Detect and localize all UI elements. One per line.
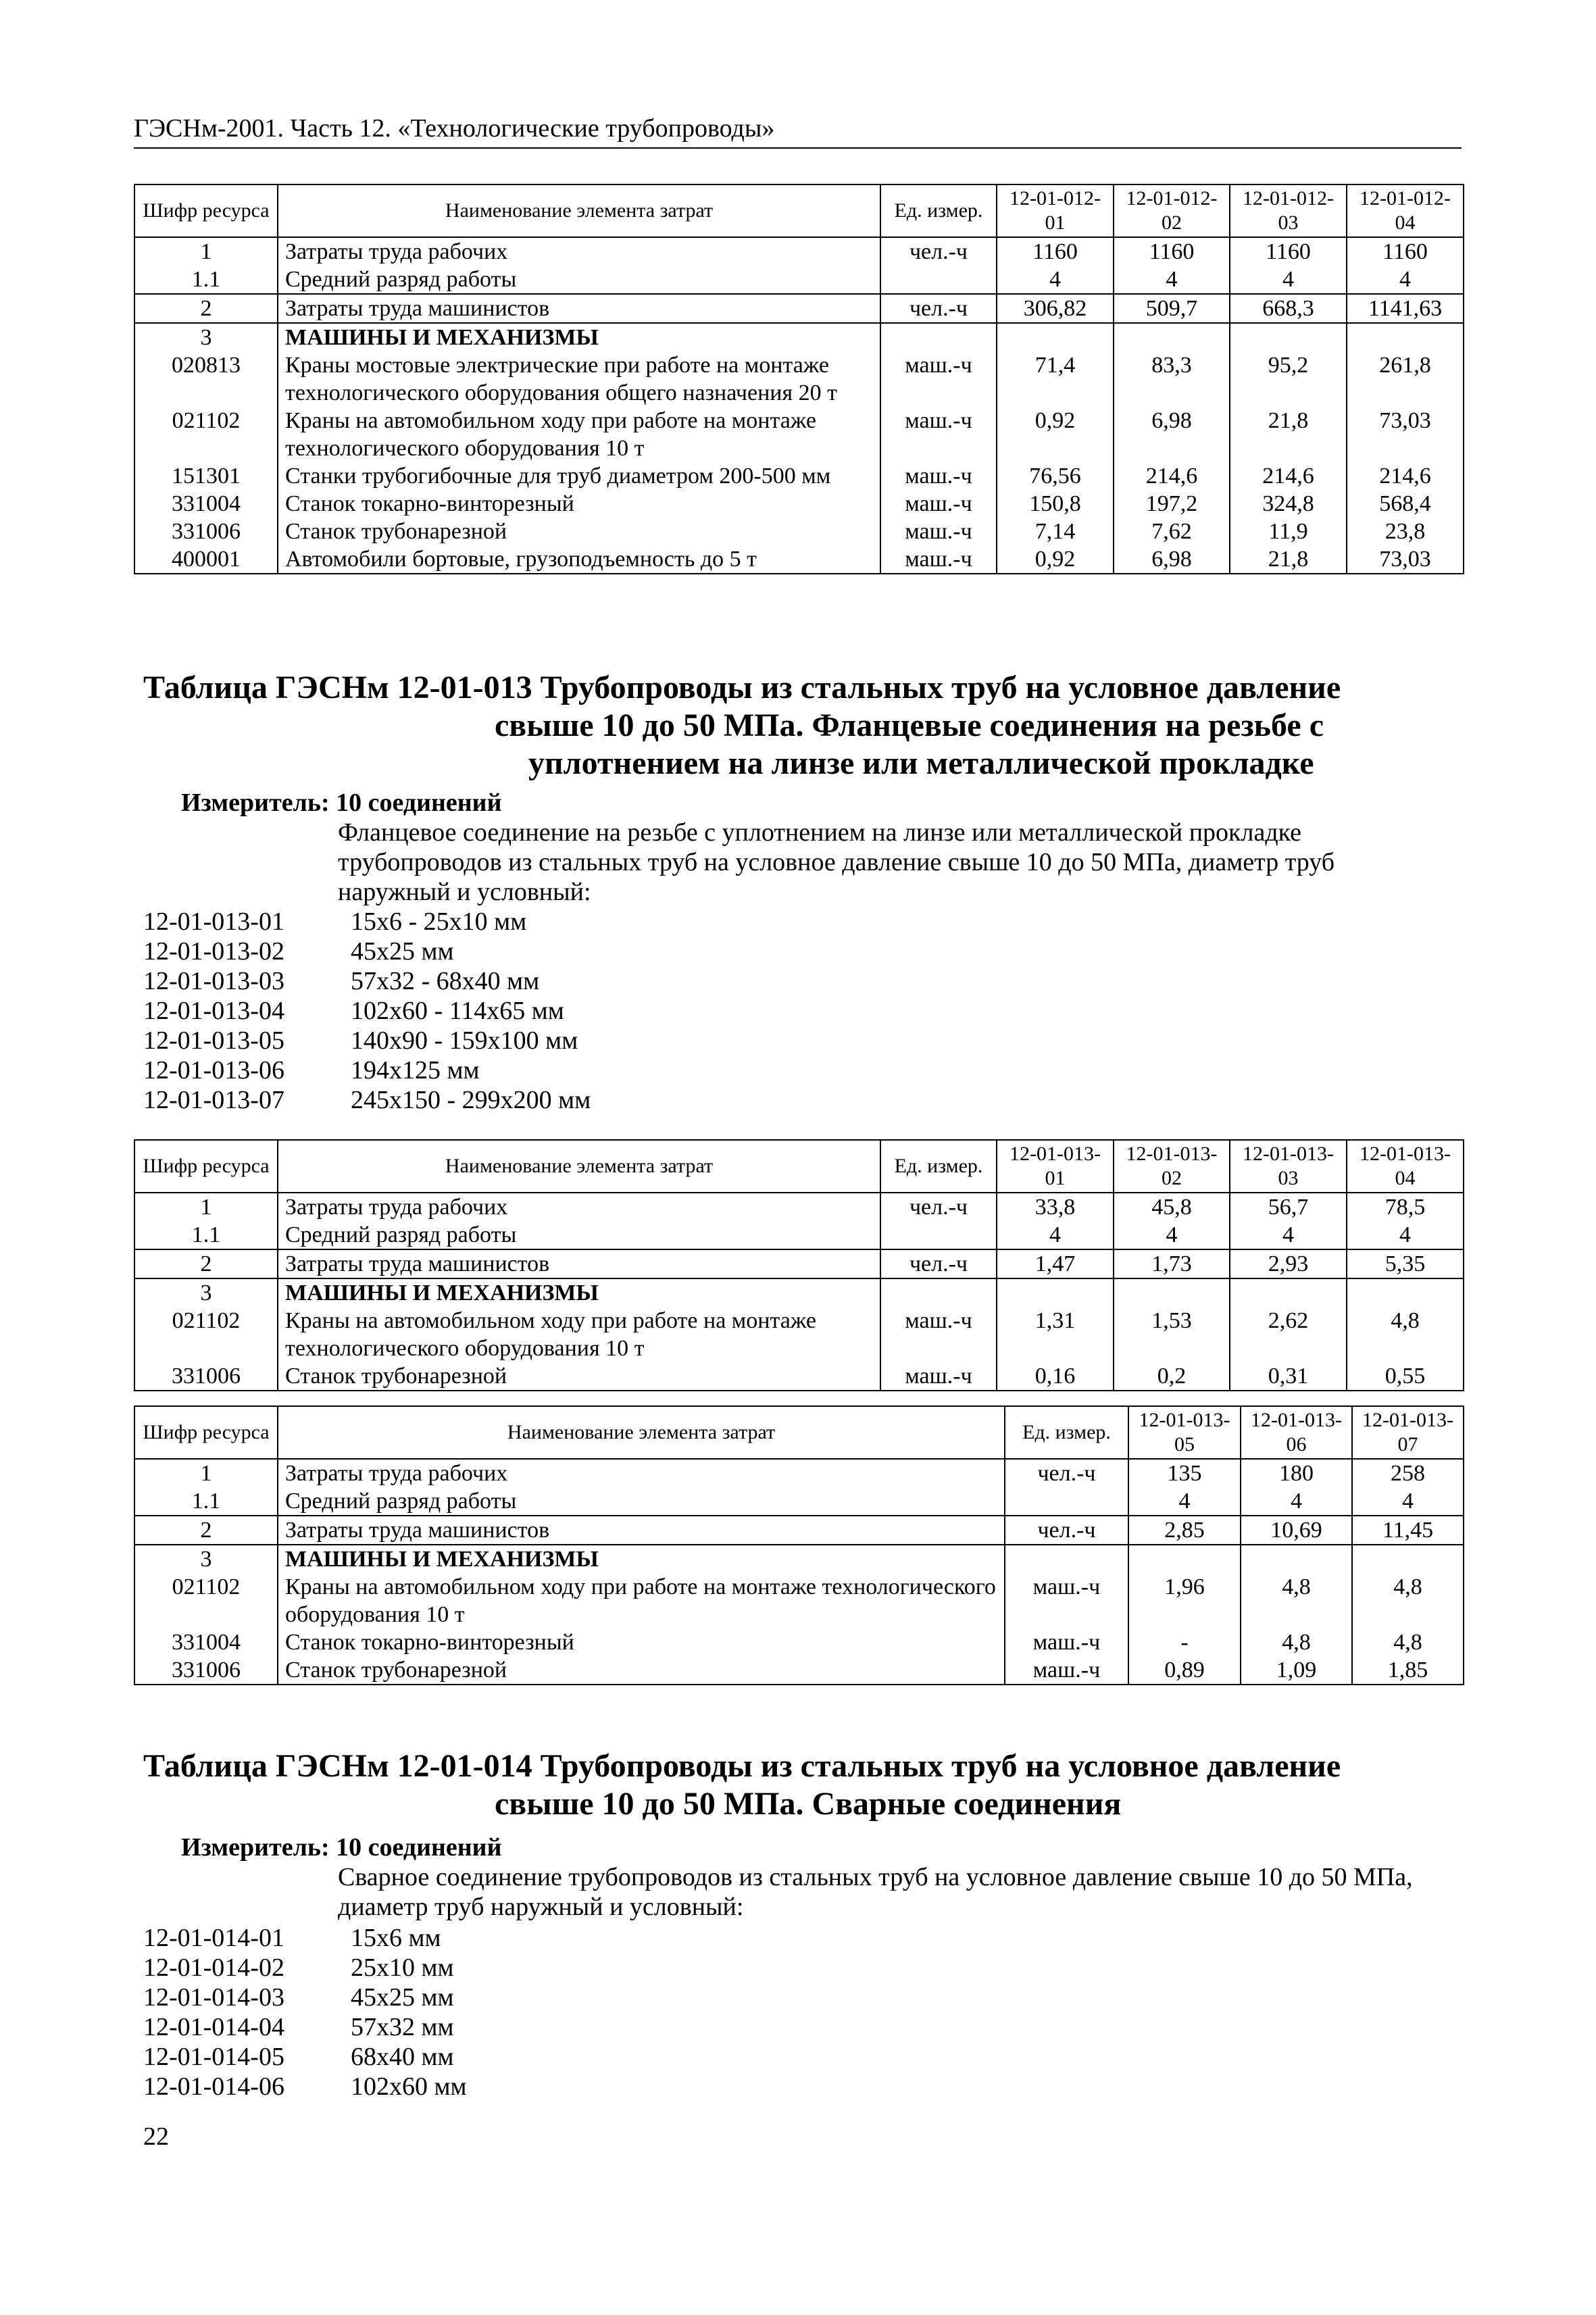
- value-cell: [997, 323, 1114, 351]
- unit-cell: чел.-ч: [880, 1249, 997, 1278]
- list-item: [143, 937, 591, 966]
- header-rate-code: 12-01-013-05: [1128, 1406, 1241, 1459]
- header-rate-code: 12-01-012-01: [997, 184, 1114, 237]
- resource-code: 021102: [134, 407, 278, 462]
- value-cell: 1160: [997, 237, 1114, 266]
- item-code: 12-01-013-04: [143, 997, 284, 1025]
- table-row: [134, 1459, 1464, 1487]
- value-cell: 0,2: [1114, 1362, 1230, 1391]
- unit-cell: маш.-ч: [1005, 1573, 1128, 1628]
- cost-element-name: МАШИНЫ И МЕХАНИЗМЫ: [278, 323, 880, 351]
- list-item: [143, 1055, 591, 1085]
- value-cell: 4: [997, 1221, 1114, 1249]
- value-cell: 258: [1352, 1459, 1464, 1487]
- cost-element-name: Станок трубонарезной: [278, 1656, 1005, 1685]
- value-cell: 4: [1347, 1221, 1464, 1249]
- value-cell: 1160: [1230, 237, 1347, 266]
- header-unit: Ед. измер.: [880, 1140, 997, 1193]
- value-cell: 4: [1230, 266, 1347, 294]
- table-row: [134, 462, 1464, 490]
- unit-cell: маш.-ч: [880, 545, 997, 574]
- unit-cell: [880, 1278, 997, 1307]
- unit-cell: маш.-ч: [880, 518, 997, 545]
- value-cell: 0,16: [997, 1362, 1114, 1391]
- value-cell: 6,98: [1114, 545, 1230, 574]
- item-size: 15х6 - 25х10 мм: [351, 907, 527, 936]
- item-size: 245х150 - 299х200 мм: [351, 1086, 591, 1114]
- meter-013: Измеритель: 10 соединений: [181, 789, 502, 817]
- value-cell: 4,8: [1241, 1628, 1352, 1656]
- cost-element-name: МАШИНЫ И МЕХАНИЗМЫ: [278, 1278, 880, 1307]
- cost-element-name: Станок трубонарезной: [278, 518, 880, 545]
- table-row: [134, 1221, 1464, 1249]
- value-cell: 4,8: [1347, 1307, 1464, 1362]
- table-row: [134, 518, 1464, 545]
- table-row: [134, 1656, 1464, 1685]
- value-cell: 180: [1241, 1459, 1352, 1487]
- header-rate-code: 12-01-013-07: [1352, 1406, 1464, 1459]
- resource-code: 2: [134, 1249, 278, 1278]
- resource-code: 400001: [134, 545, 278, 574]
- value-cell: 2,62: [1230, 1307, 1347, 1362]
- item-code: 12-01-014-01: [143, 1924, 284, 1952]
- header-name: Наименование элемента затрат: [278, 184, 880, 237]
- unit-cell: чел.-ч: [1005, 1459, 1128, 1487]
- cost-element-name: Станок токарно-винторезный: [278, 1628, 1005, 1656]
- table-row: [134, 1278, 1464, 1307]
- item-size: 57х32 - 68х40 мм: [351, 967, 540, 995]
- value-cell: 71,4: [997, 351, 1114, 407]
- unit-cell: маш.-ч: [880, 407, 997, 462]
- value-cell: 4,8: [1352, 1573, 1464, 1628]
- value-cell: [1114, 323, 1230, 351]
- table-row: [134, 266, 1464, 294]
- list-item: [143, 2072, 467, 2101]
- value-cell: 4,8: [1352, 1628, 1464, 1656]
- header-row: [134, 184, 1464, 237]
- value-cell: 1,53: [1114, 1307, 1230, 1362]
- value-cell: 1,09: [1241, 1656, 1352, 1685]
- resource-code: 2: [134, 294, 278, 323]
- item-code: 12-01-013-02: [143, 937, 284, 966]
- table-row: [134, 351, 1464, 407]
- resource-code: 331004: [134, 490, 278, 518]
- cost-element-name: Краны мостовые электрические при работе на монтаже технологического оборудования общего назначения 20 т: [278, 351, 880, 407]
- value-cell: 4: [1352, 1487, 1464, 1516]
- resource-code: 2: [134, 1516, 278, 1545]
- header-rate-code: 12-01-012-03: [1230, 184, 1347, 237]
- value-cell: 5,35: [1347, 1249, 1464, 1278]
- value-cell: [1347, 1278, 1464, 1307]
- title-line: Таблица ГЭСНм 12-01-014 Трубопроводы из стальных труб на условное давление: [143, 1748, 1341, 1784]
- value-cell: 10,69: [1241, 1516, 1352, 1545]
- item-code: 12-01-014-05: [143, 2043, 284, 2071]
- value-cell: 73,03: [1347, 545, 1464, 574]
- value-cell: 21,8: [1230, 545, 1347, 574]
- value-cell: 4,8: [1241, 1573, 1352, 1628]
- cost-element-name: Станки трубогибочные для труб диаметром 200-500 мм: [278, 462, 880, 490]
- table-title-014: [143, 1747, 1387, 1823]
- item-code: 12-01-013-05: [143, 1026, 284, 1055]
- item-code: 12-01-014-02: [143, 1953, 284, 1982]
- table-row: [134, 407, 1464, 462]
- item-size: 45х25 мм: [351, 1983, 454, 2012]
- cost-element-name: Затраты труда рабочих: [278, 1459, 1005, 1487]
- resource-code: 1: [134, 1193, 278, 1221]
- unit-cell: маш.-ч: [880, 1307, 997, 1362]
- resource-code: 1.1: [134, 1487, 278, 1516]
- header-code: Шифр ресурса: [134, 184, 278, 237]
- item-size: 45х25 мм: [351, 937, 454, 966]
- item-size: 25х10 мм: [351, 1953, 454, 1982]
- cost-table-013-a: [134, 1139, 1464, 1391]
- value-cell: 78,5: [1347, 1193, 1464, 1221]
- value-cell: 6,98: [1114, 407, 1230, 462]
- table-row: [134, 545, 1464, 574]
- header-row: [134, 1406, 1464, 1459]
- cost-element-name: Затраты труда рабочих: [278, 1193, 880, 1221]
- cost-element-name: Затраты труда машинистов: [278, 1516, 1005, 1545]
- unit-cell: маш.-ч: [880, 462, 997, 490]
- table-row: [134, 1573, 1464, 1628]
- table-row: [134, 1249, 1464, 1278]
- table-row: [134, 1545, 1464, 1573]
- value-cell: 1160: [1347, 237, 1464, 266]
- value-cell: 73,03: [1347, 407, 1464, 462]
- value-cell: -: [1128, 1628, 1241, 1656]
- table-row: [134, 294, 1464, 323]
- value-cell: 0,92: [997, 407, 1114, 462]
- cost-element-name: Средний разряд работы: [278, 1221, 880, 1249]
- unit-cell: маш.-ч: [1005, 1656, 1128, 1685]
- list-item: [143, 1085, 591, 1115]
- resource-code: 1: [134, 237, 278, 266]
- item-size: 57х32 мм: [351, 2013, 454, 2041]
- value-cell: 197,2: [1114, 490, 1230, 518]
- cost-element-name: Станок токарно-винторезный: [278, 490, 880, 518]
- list-item: [143, 2012, 467, 2042]
- list-item: [143, 966, 591, 996]
- resource-code: 3: [134, 323, 278, 351]
- cost-element-name: Краны на автомобильном ходу при работе на монтаже технологического оборудования 10 т: [278, 407, 880, 462]
- list-item: [143, 1923, 467, 1953]
- header-unit: Ед. измер.: [880, 184, 997, 237]
- value-cell: 11,9: [1230, 518, 1347, 545]
- value-cell: 1,85: [1352, 1656, 1464, 1685]
- item-code: 12-01-013-07: [143, 1086, 284, 1114]
- value-cell: [1347, 323, 1464, 351]
- resource-code: 1.1: [134, 1221, 278, 1249]
- item-size: 102х60 мм: [351, 2072, 467, 2101]
- value-cell: 0,89: [1128, 1656, 1241, 1685]
- page-number: 22: [143, 2122, 169, 2151]
- title-line: уплотнением на линзе или металлической прокладке: [528, 745, 1314, 781]
- value-cell: 7,14: [997, 518, 1114, 545]
- unit-cell: [1005, 1545, 1128, 1573]
- resource-code: 151301: [134, 462, 278, 490]
- header-rate-code: 12-01-013-03: [1230, 1140, 1347, 1193]
- value-cell: 4: [1128, 1487, 1241, 1516]
- unit-cell: маш.-ч: [880, 490, 997, 518]
- unit-cell: маш.-ч: [880, 1362, 997, 1391]
- cost-element-name: Средний разряд работы: [278, 266, 880, 294]
- value-cell: 4: [1114, 1221, 1230, 1249]
- item-code: 12-01-014-04: [143, 2013, 284, 2041]
- unit-cell: маш.-ч: [880, 351, 997, 407]
- value-cell: 1141,63: [1347, 294, 1464, 323]
- cost-element-name: Станок трубонарезной: [278, 1362, 880, 1391]
- table-row: [134, 1628, 1464, 1656]
- unit-cell: маш.-ч: [1005, 1628, 1128, 1656]
- value-cell: 1,73: [1114, 1249, 1230, 1278]
- value-cell: 2,93: [1230, 1249, 1347, 1278]
- header-rate-code: 12-01-013-04: [1347, 1140, 1464, 1193]
- item-size: 15х6 мм: [351, 1924, 441, 1952]
- resource-code: 331004: [134, 1628, 278, 1656]
- title-line: Таблица ГЭСНм 12-01-013 Трубопроводы из стальных труб на условное давление: [143, 670, 1341, 705]
- item-code: 12-01-013-03: [143, 967, 284, 995]
- items-list-013: [143, 907, 591, 1115]
- value-cell: 7,62: [1114, 518, 1230, 545]
- cost-element-name: Краны на автомобильном ходу при работе на монтаже технологического оборудования 10 т: [278, 1573, 1005, 1628]
- item-size: 102х60 - 114х65 мм: [351, 997, 564, 1025]
- table-row: [134, 490, 1464, 518]
- unit-cell: чел.-ч: [880, 294, 997, 323]
- header-row: [134, 1140, 1464, 1193]
- value-cell: 1,47: [997, 1249, 1114, 1278]
- value-cell: 2,85: [1128, 1516, 1241, 1545]
- header-name: Наименование элемента затрат: [278, 1406, 1005, 1459]
- value-cell: 324,8: [1230, 490, 1347, 518]
- value-cell: [1241, 1545, 1352, 1573]
- value-cell: 214,6: [1347, 462, 1464, 490]
- unit-cell: [880, 266, 997, 294]
- page-header: ГЭСНм-2001. Часть 12. «Технологические трубопроводы»: [134, 114, 1462, 149]
- resource-code: 331006: [134, 1362, 278, 1391]
- description-013: Фланцевое соединение на резьбе с уплотнением на линзе или металлической прокладке трубопроводов из стальных труб на условное давление свыше 10 до 50 МПа, диаметр труб наружный и условный:: [338, 818, 1335, 906]
- header-unit: Ед. измер.: [1005, 1406, 1128, 1459]
- resource-code: 331006: [134, 1656, 278, 1685]
- value-cell: 23,8: [1347, 518, 1464, 545]
- cost-element-name: МАШИНЫ И МЕХАНИЗМЫ: [278, 1545, 1005, 1573]
- item-code: 12-01-014-03: [143, 1983, 284, 2012]
- cost-element-name: Затраты труда рабочих: [278, 237, 880, 266]
- value-cell: 0,31: [1230, 1362, 1347, 1391]
- value-cell: 0,55: [1347, 1362, 1464, 1391]
- value-cell: [997, 1278, 1114, 1307]
- value-cell: 4: [1230, 1221, 1347, 1249]
- value-cell: 21,8: [1230, 407, 1347, 462]
- table-row: [134, 1362, 1464, 1391]
- value-cell: [1230, 323, 1347, 351]
- value-cell: 261,8: [1347, 351, 1464, 407]
- list-item: [143, 1983, 467, 2012]
- resource-code: 3: [134, 1545, 278, 1573]
- list-item: [143, 996, 591, 1026]
- value-cell: 11,45: [1352, 1516, 1464, 1545]
- value-cell: 83,3: [1114, 351, 1230, 407]
- header-code: Шифр ресурса: [134, 1406, 278, 1459]
- cost-element-name: Автомобили бортовые, грузоподъемность до 5 т: [278, 545, 880, 574]
- resource-code: 331006: [134, 518, 278, 545]
- unit-cell: [880, 1221, 997, 1249]
- unit-cell: чел.-ч: [880, 1193, 997, 1221]
- table-row: [134, 1487, 1464, 1516]
- value-cell: 4: [1241, 1487, 1352, 1516]
- value-cell: 1,96: [1128, 1573, 1241, 1628]
- resource-code: 020813: [134, 351, 278, 407]
- value-cell: 4: [1347, 266, 1464, 294]
- unit-cell: [1005, 1487, 1128, 1516]
- value-cell: 135: [1128, 1459, 1241, 1487]
- cost-element-name: Затраты труда машинистов: [278, 1249, 880, 1278]
- item-size: 140х90 - 159х100 мм: [351, 1026, 578, 1055]
- meter-014: Измеритель: 10 соединений: [181, 1833, 502, 1862]
- list-item: [143, 907, 591, 937]
- header-rate-code: 12-01-012-04: [1347, 184, 1464, 237]
- table-row: [134, 323, 1464, 351]
- cost-element-name: Краны на автомобильном ходу при работе на монтаже технологического оборудования 10 т: [278, 1307, 880, 1362]
- items-list-014: [143, 1923, 467, 2101]
- value-cell: 509,7: [1114, 294, 1230, 323]
- value-cell: 1160: [1114, 237, 1230, 266]
- value-cell: 56,7: [1230, 1193, 1347, 1221]
- cost-element-name: Затраты труда машинистов: [278, 294, 880, 323]
- table-row: [134, 237, 1464, 266]
- item-code: 12-01-013-06: [143, 1056, 284, 1085]
- resource-code: 3: [134, 1278, 278, 1307]
- table-row: [134, 1193, 1464, 1221]
- table-row: [134, 1307, 1464, 1362]
- value-cell: [1230, 1278, 1347, 1307]
- list-item: [143, 1953, 467, 1983]
- header-rate-code: 12-01-012-02: [1114, 184, 1230, 237]
- cost-element-name: Средний разряд работы: [278, 1487, 1005, 1516]
- header-rate-code: 12-01-013-01: [997, 1140, 1114, 1193]
- cost-table-013-b: [134, 1405, 1464, 1685]
- value-cell: [1128, 1545, 1241, 1573]
- value-cell: 214,6: [1230, 462, 1347, 490]
- unit-cell: [880, 323, 997, 351]
- unit-cell: чел.-ч: [1005, 1516, 1128, 1545]
- value-cell: 4: [1114, 266, 1230, 294]
- value-cell: 1,31: [997, 1307, 1114, 1362]
- value-cell: 214,6: [1114, 462, 1230, 490]
- header-code: Шифр ресурса: [134, 1140, 278, 1193]
- unit-cell: чел.-ч: [880, 237, 997, 266]
- value-cell: 0,92: [997, 545, 1114, 574]
- value-cell: 33,8: [997, 1193, 1114, 1221]
- value-cell: 95,2: [1230, 351, 1347, 407]
- resource-code: 021102: [134, 1573, 278, 1628]
- value-cell: [1114, 1278, 1230, 1307]
- item-code: 12-01-014-06: [143, 2072, 284, 2101]
- title-line: свыше 10 до 50 МПа. Сварные соединения: [495, 1786, 1122, 1822]
- value-cell: 4: [997, 266, 1114, 294]
- value-cell: 668,3: [1230, 294, 1347, 323]
- item-size: 194х125 мм: [351, 1056, 480, 1085]
- cost-table-012: [134, 184, 1464, 574]
- value-cell: 568,4: [1347, 490, 1464, 518]
- item-size: 68х40 мм: [351, 2043, 454, 2071]
- value-cell: 45,8: [1114, 1193, 1230, 1221]
- item-code: 12-01-013-01: [143, 907, 284, 936]
- header-rate-code: 12-01-013-06: [1241, 1406, 1352, 1459]
- title-line: свыше 10 до 50 МПа. Фланцевые соединения на резьбе с: [495, 707, 1324, 743]
- resource-code: 1: [134, 1459, 278, 1487]
- value-cell: 306,82: [997, 294, 1114, 323]
- description-014: Сварное соединение трубопроводов из стальных труб на условное давление свыше 10 до 50 МПа, диаметр труб наружный и условный:: [338, 1863, 1413, 1921]
- value-cell: 76,56: [997, 462, 1114, 490]
- table-title-013: [143, 669, 1387, 782]
- header-name: Наименование элемента затрат: [278, 1140, 880, 1193]
- value-cell: [1352, 1545, 1464, 1573]
- value-cell: 150,8: [997, 490, 1114, 518]
- table-row: [134, 1516, 1464, 1545]
- resource-code: 021102: [134, 1307, 278, 1362]
- list-item: [143, 1026, 591, 1055]
- header-rate-code: 12-01-013-02: [1114, 1140, 1230, 1193]
- list-item: [143, 2042, 467, 2072]
- resource-code: 1.1: [134, 266, 278, 294]
